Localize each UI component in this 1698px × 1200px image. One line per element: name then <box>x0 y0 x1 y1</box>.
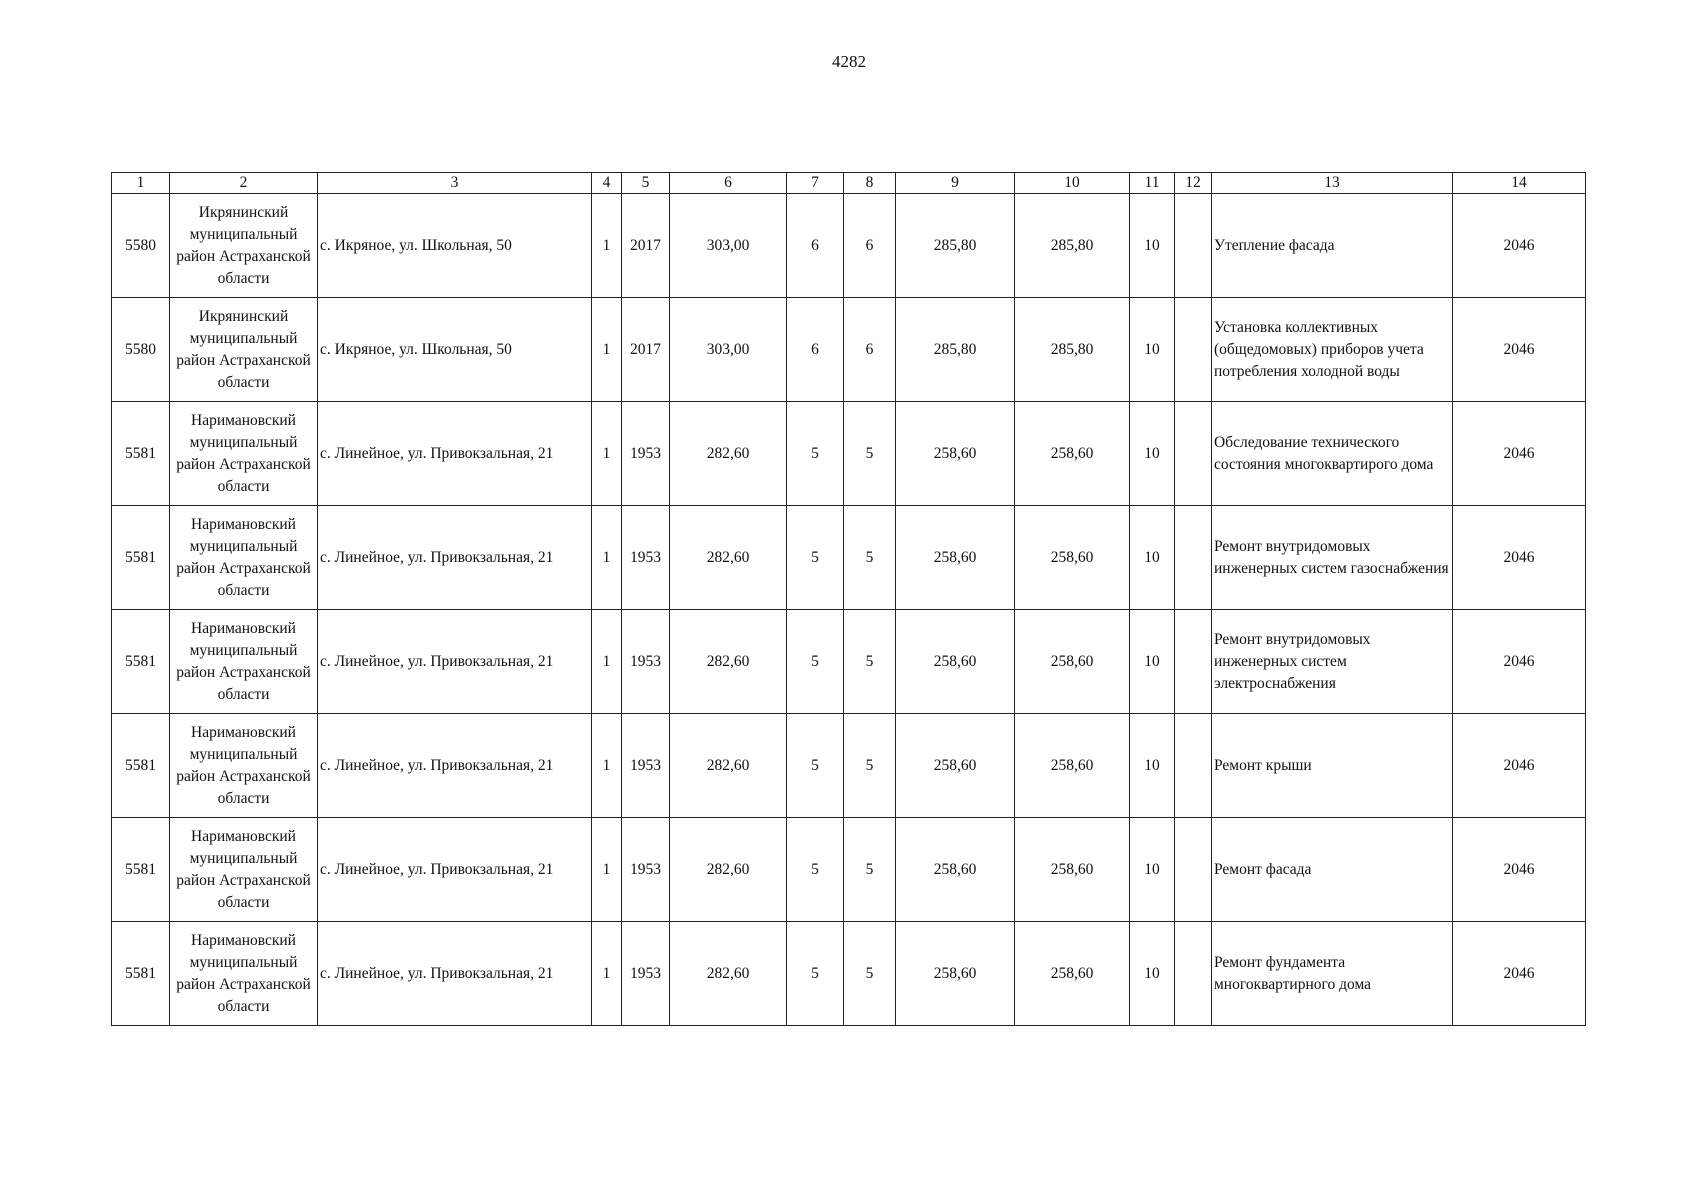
cell-col-9: 258,60 <box>896 922 1015 1026</box>
cell-col-7: 5 <box>787 610 844 714</box>
cell-col-8: 5 <box>844 714 896 818</box>
district-cell: Наримановский муниципальный район Астраханской области <box>170 714 318 818</box>
cell-col-10: 258,60 <box>1015 402 1130 506</box>
cell-col-4: 1 <box>592 402 622 506</box>
cell-col-8: 5 <box>844 922 896 1026</box>
work-type-cell: Ремонт внутридомовых инженерных систем газоснабжения <box>1212 506 1453 610</box>
cell-col-10: 258,60 <box>1015 818 1130 922</box>
row-number-cell: 5581 <box>112 714 170 818</box>
column-header: 14 <box>1453 173 1586 194</box>
district-cell: Наримановский муниципальный район Астраханской области <box>170 402 318 506</box>
column-header: 13 <box>1212 173 1453 194</box>
row-number-cell: 5581 <box>112 402 170 506</box>
cell-col-10: 258,60 <box>1015 506 1130 610</box>
year-cell: 2017 <box>622 194 670 298</box>
deadline-year-cell: 2046 <box>1453 610 1586 714</box>
cell-col-4: 1 <box>592 194 622 298</box>
year-cell: 1953 <box>622 922 670 1026</box>
work-type-cell: Ремонт фасада <box>1212 818 1453 922</box>
cell-col-11: 10 <box>1130 194 1175 298</box>
deadline-year-cell: 2046 <box>1453 194 1586 298</box>
cell-col-11: 10 <box>1130 298 1175 402</box>
column-header: 1 <box>112 173 170 194</box>
year-cell: 1953 <box>622 506 670 610</box>
table-row <box>112 610 1586 714</box>
year-cell: 2017 <box>622 298 670 402</box>
year-cell: 1953 <box>622 714 670 818</box>
cell-col-10: 285,80 <box>1015 298 1130 402</box>
row-number-cell: 5581 <box>112 610 170 714</box>
cell-col-11: 10 <box>1130 714 1175 818</box>
cell-col-4: 1 <box>592 298 622 402</box>
district-cell: Икрянинский муниципальный район Астраханской области <box>170 298 318 402</box>
cell-col-9: 285,80 <box>896 298 1015 402</box>
column-header: 2 <box>170 173 318 194</box>
address-cell: с. Икряное, ул. Школьная, 50 <box>318 194 592 298</box>
row-number-cell: 5580 <box>112 298 170 402</box>
header-row <box>112 173 1586 194</box>
column-header: 7 <box>787 173 844 194</box>
cell-col-8: 5 <box>844 818 896 922</box>
cell-col-7: 6 <box>787 298 844 402</box>
cell-col-11: 10 <box>1130 922 1175 1026</box>
cell-col-8: 5 <box>844 402 896 506</box>
column-header: 5 <box>622 173 670 194</box>
cell-col-6: 282,60 <box>670 402 787 506</box>
table-row <box>112 402 1586 506</box>
cell-col-7: 5 <box>787 714 844 818</box>
cell-col-7: 5 <box>787 922 844 1026</box>
cell-col-6: 303,00 <box>670 298 787 402</box>
address-cell: с. Линейное, ул. Привокзальная, 21 <box>318 610 592 714</box>
row-number-cell: 5580 <box>112 194 170 298</box>
cell-col-12 <box>1175 194 1212 298</box>
deadline-year-cell: 2046 <box>1453 714 1586 818</box>
column-header: 8 <box>844 173 896 194</box>
district-cell: Наримановский муниципальный район Астраханской области <box>170 610 318 714</box>
cell-col-7: 5 <box>787 506 844 610</box>
cell-col-11: 10 <box>1130 818 1175 922</box>
cell-col-7: 6 <box>787 194 844 298</box>
column-header: 12 <box>1175 173 1212 194</box>
cell-col-8: 5 <box>844 610 896 714</box>
address-cell: с. Линейное, ул. Привокзальная, 21 <box>318 402 592 506</box>
address-cell: с. Линейное, ул. Привокзальная, 21 <box>318 922 592 1026</box>
deadline-year-cell: 2046 <box>1453 922 1586 1026</box>
address-cell: с. Линейное, ул. Привокзальная, 21 <box>318 506 592 610</box>
row-number-cell: 5581 <box>112 506 170 610</box>
cell-col-8: 6 <box>844 194 896 298</box>
cell-col-10: 258,60 <box>1015 922 1130 1026</box>
registry-table <box>111 172 1586 1026</box>
cell-col-12 <box>1175 714 1212 818</box>
cell-col-7: 5 <box>787 402 844 506</box>
deadline-year-cell: 2046 <box>1453 402 1586 506</box>
cell-col-9: 258,60 <box>896 714 1015 818</box>
year-cell: 1953 <box>622 818 670 922</box>
year-cell: 1953 <box>622 402 670 506</box>
cell-col-8: 6 <box>844 298 896 402</box>
work-type-cell: Утепление фасада <box>1212 194 1453 298</box>
cell-col-12 <box>1175 922 1212 1026</box>
cell-col-6: 282,60 <box>670 610 787 714</box>
cell-col-9: 258,60 <box>896 818 1015 922</box>
cell-col-4: 1 <box>592 610 622 714</box>
column-header: 9 <box>896 173 1015 194</box>
work-type-cell: Ремонт фундамента многоквартирного дома <box>1212 922 1453 1026</box>
work-type-cell: Ремонт внутридомовых инженерных систем электроснабжения <box>1212 610 1453 714</box>
column-header: 11 <box>1130 173 1175 194</box>
column-header: 3 <box>318 173 592 194</box>
cell-col-10: 285,80 <box>1015 194 1130 298</box>
cell-col-10: 258,60 <box>1015 610 1130 714</box>
cell-col-6: 282,60 <box>670 922 787 1026</box>
address-cell: с. Линейное, ул. Привокзальная, 21 <box>318 818 592 922</box>
table-body <box>112 194 1586 1026</box>
cell-col-9: 258,60 <box>896 610 1015 714</box>
cell-col-4: 1 <box>592 922 622 1026</box>
cell-col-9: 285,80 <box>896 194 1015 298</box>
table-row <box>112 818 1586 922</box>
page-number: 4282 <box>832 52 866 71</box>
district-cell: Наримановский муниципальный район Астраханской области <box>170 818 318 922</box>
cell-col-12 <box>1175 506 1212 610</box>
district-cell: Икрянинский муниципальный район Астраханской области <box>170 194 318 298</box>
table-row <box>112 298 1586 402</box>
cell-col-11: 10 <box>1130 610 1175 714</box>
cell-col-12 <box>1175 298 1212 402</box>
cell-col-12 <box>1175 818 1212 922</box>
cell-col-6: 282,60 <box>670 714 787 818</box>
cell-col-12 <box>1175 402 1212 506</box>
cell-col-10: 258,60 <box>1015 714 1130 818</box>
district-cell: Наримановский муниципальный район Астраханской области <box>170 506 318 610</box>
cell-col-7: 5 <box>787 818 844 922</box>
cell-col-6: 303,00 <box>670 194 787 298</box>
cell-col-11: 10 <box>1130 506 1175 610</box>
cell-col-8: 5 <box>844 506 896 610</box>
cell-col-4: 1 <box>592 818 622 922</box>
deadline-year-cell: 2046 <box>1453 298 1586 402</box>
cell-col-4: 1 <box>592 506 622 610</box>
deadline-year-cell: 2046 <box>1453 818 1586 922</box>
table-row <box>112 922 1586 1026</box>
cell-col-6: 282,60 <box>670 506 787 610</box>
cell-col-11: 10 <box>1130 402 1175 506</box>
table-row <box>112 714 1586 818</box>
cell-col-4: 1 <box>592 714 622 818</box>
column-header: 6 <box>670 173 787 194</box>
row-number-cell: 5581 <box>112 922 170 1026</box>
cell-col-9: 258,60 <box>896 506 1015 610</box>
table-row <box>112 506 1586 610</box>
deadline-year-cell: 2046 <box>1453 506 1586 610</box>
cell-col-12 <box>1175 610 1212 714</box>
address-cell: с. Икряное, ул. Школьная, 50 <box>318 298 592 402</box>
address-cell: с. Линейное, ул. Привокзальная, 21 <box>318 714 592 818</box>
row-number-cell: 5581 <box>112 818 170 922</box>
cell-col-9: 258,60 <box>896 402 1015 506</box>
column-header: 4 <box>592 173 622 194</box>
cell-col-6: 282,60 <box>670 818 787 922</box>
column-header: 10 <box>1015 173 1130 194</box>
table-row <box>112 194 1586 298</box>
district-cell: Наримановский муниципальный район Астраханской области <box>170 922 318 1026</box>
year-cell: 1953 <box>622 610 670 714</box>
work-type-cell: Установка коллективных (общедомовых) приборов учета потребления холодной воды <box>1212 298 1453 402</box>
work-type-cell: Ремонт крыши <box>1212 714 1453 818</box>
work-type-cell: Обследование технического состояния многоквартирого дома <box>1212 402 1453 506</box>
